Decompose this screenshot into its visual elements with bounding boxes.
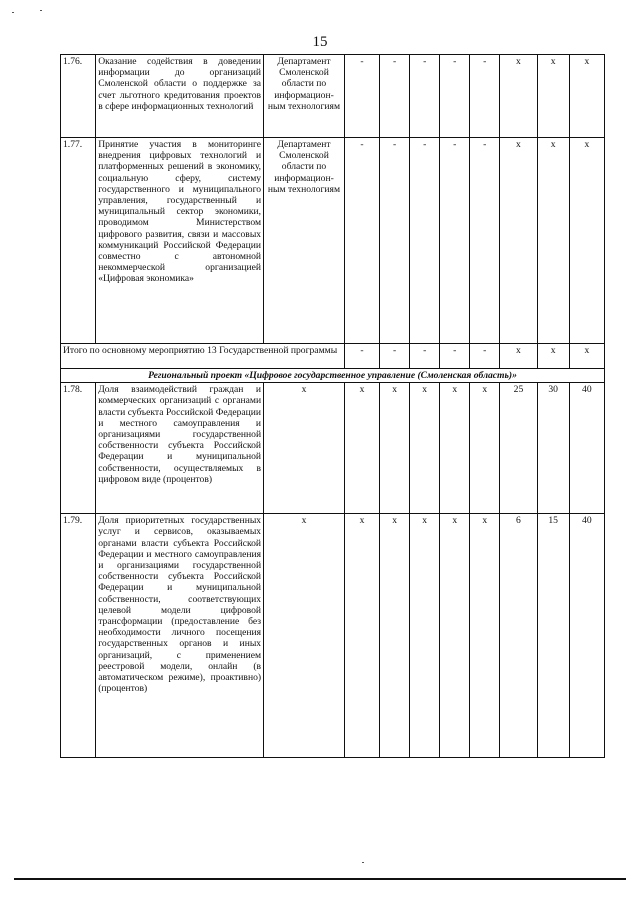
responsible-department: х	[264, 383, 345, 514]
value-cell: -	[344, 138, 379, 344]
value-cell: х	[569, 138, 604, 344]
value-cell: х	[500, 344, 537, 369]
value-cell: х	[380, 514, 410, 758]
table-row	[61, 383, 605, 514]
section-title: Региональный проект «Цифровое государственное управление (Смоленская область)»	[61, 369, 605, 383]
total-label: Итого по основному мероприятию 13 Государственной программы	[61, 344, 345, 369]
responsible-department: Департамент Смоленской области по информацион-ным технологиям	[264, 138, 345, 344]
value-cell: -	[470, 138, 500, 344]
value-cell: х	[344, 514, 379, 758]
value-cell: х	[440, 383, 470, 514]
indicator-name: Доля приоритетных государственных услуг и сервисов, оказываемых органами власти субъекта Российской Федерации и местного самоуправления и организациями государственной собственности субъекта Российской Федерации и муниципальной собственности, соответствующих целевой модели цифровой трансформации (предоставление без необходимости личного посещения государственных органов и иных организаций, с применением реестровой модели, онлайн (в автоматическом режиме), проактивно) (процентов)	[96, 514, 264, 758]
value-cell: 40	[569, 514, 604, 758]
section-header-row	[61, 369, 605, 383]
table-row	[61, 138, 605, 344]
value-cell: 15	[537, 514, 569, 758]
value-cell: х	[410, 383, 440, 514]
page-bottom-rule	[14, 878, 626, 880]
scan-speck	[40, 10, 42, 11]
value-cell: -	[410, 138, 440, 344]
value-cell: -	[440, 138, 470, 344]
value-cell: х	[440, 514, 470, 758]
value-cell: х	[500, 138, 537, 344]
value-cell: -	[380, 138, 410, 344]
value-cell: х	[537, 55, 569, 138]
value-cell: х	[569, 344, 604, 369]
value-cell: х	[569, 55, 604, 138]
value-cell: 25	[500, 383, 537, 514]
value-cell: х	[537, 138, 569, 344]
value-cell: -	[380, 344, 410, 369]
row-number: 1.78.	[61, 383, 96, 514]
responsible-department: х	[264, 514, 345, 758]
indicator-name: Доля взаимодействий граждан и коммерческих организаций с органами власти субъекта Российской Федерации и местного самоуправления и организациями государственной собственности субъекта Российской Федерации и муниципальной собственности, осуществляемых в цифровом виде (процентов)	[96, 383, 264, 514]
value-cell: х	[470, 383, 500, 514]
value-cell: -	[470, 55, 500, 138]
value-cell: х	[500, 55, 537, 138]
value-cell: -	[440, 344, 470, 369]
program-table	[60, 54, 605, 758]
scan-speck	[362, 862, 364, 863]
value-cell: -	[344, 55, 379, 138]
value-cell: -	[470, 344, 500, 369]
row-number: 1.77.	[61, 138, 96, 344]
value-cell: 30	[537, 383, 569, 514]
value-cell: 40	[569, 383, 604, 514]
value-cell: -	[410, 55, 440, 138]
value-cell: х	[410, 514, 440, 758]
value-cell: х	[380, 383, 410, 514]
page-number: 15	[312, 34, 328, 50]
value-cell: -	[440, 55, 470, 138]
value-cell: 6	[500, 514, 537, 758]
table-row	[61, 514, 605, 758]
activity-name: Принятие участия в мониторинге внедрения цифровых технологий и платформенных решений в экономику, социальную сферу, систему государственного и муниципального управления, государственный и муниципальный сектор экономики, проводимом Министерством цифрового развития, связи и массовых коммуникаций Российской Федерации совместно с автономной некоммерческой организацией «Цифровая экономика»	[96, 138, 264, 344]
value-cell: х	[470, 514, 500, 758]
value-cell: -	[344, 344, 379, 369]
table-row	[61, 55, 605, 138]
total-row	[61, 344, 605, 369]
value-cell: х	[344, 383, 379, 514]
row-number: 1.79.	[61, 514, 96, 758]
scan-speck	[12, 12, 14, 13]
value-cell: х	[537, 344, 569, 369]
row-number: 1.76.	[61, 55, 96, 138]
value-cell: -	[410, 344, 440, 369]
value-cell: -	[380, 55, 410, 138]
responsible-department: Департамент Смоленской области по информацион-ным технологиям	[264, 55, 345, 138]
activity-name: Оказание содействия в доведении информации до организаций Смоленской области о поддержке за счет льготного кредитования проектов в сфере информационных технологий	[96, 55, 264, 138]
